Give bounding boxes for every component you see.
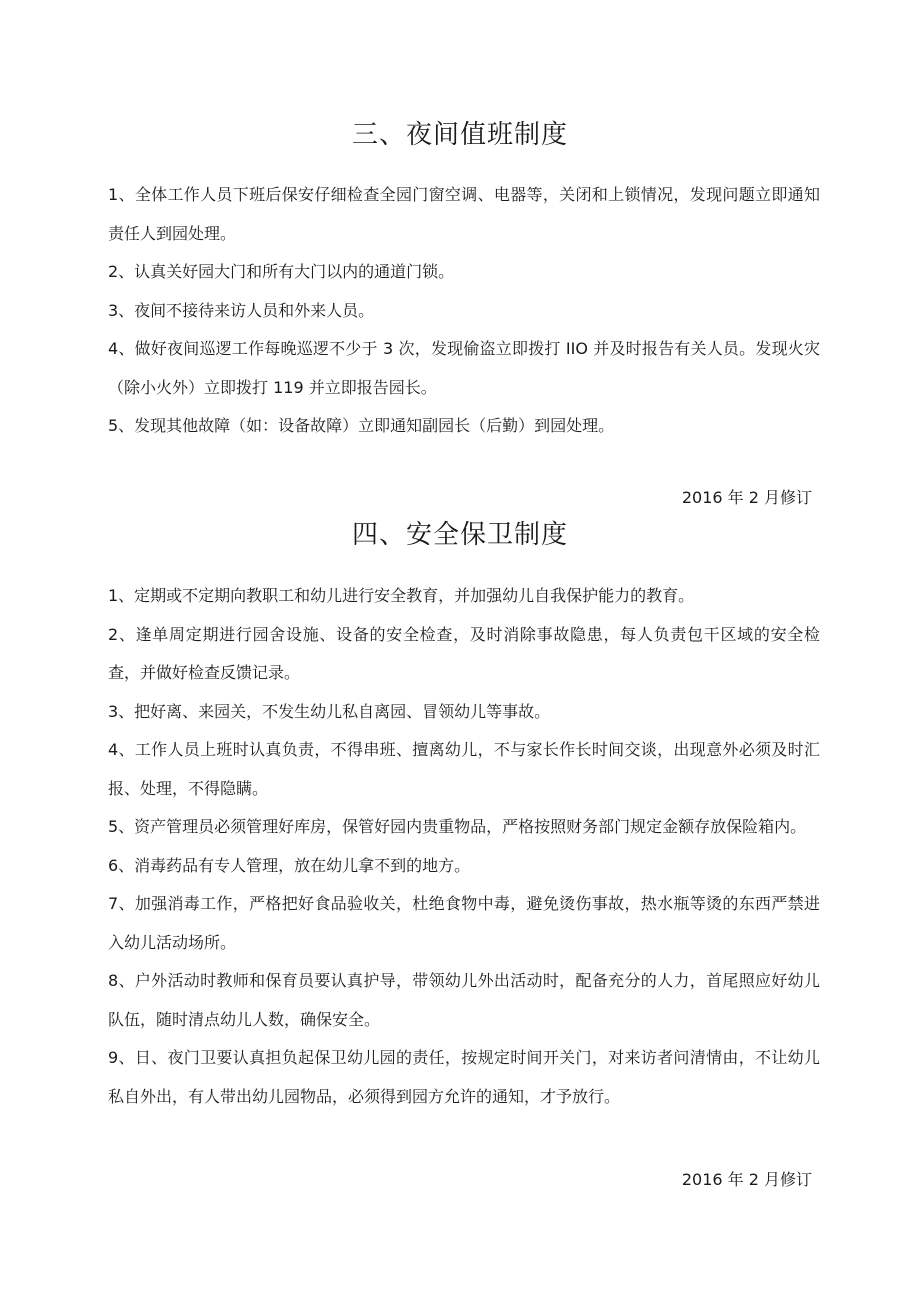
rule-item: 7、加强消毒工作，严格把好食品验收关，杜绝食物中毒，避免烫伤事故，热水瓶等烫的东西严禁进入幼儿活动场所。 (108, 894, 820, 952)
rule-item: 3、夜间不接待来访人员和外来人员。 (108, 300, 375, 320)
rule-item: 5、资产管理员必须管理好库房，保管好园内贵重物品，严格按照财务部门规定金额存放保险箱内。 (108, 817, 807, 836)
rule-item: 6、消毒药品有专人管理，放在幼儿拿不到的地方。 (108, 855, 471, 875)
section-title-security: 四、安全保卫制度 (351, 520, 568, 550)
rule-item: 1、定期或不定期向教职工和幼儿进行安全教育，并加强幼儿自我保护能力的教育。 (108, 586, 695, 605)
rule-item: 4、工作人员上班时认真负责，不得串班、擅离幼儿，不与家长作长时间交谈，出现意外必须及时汇报、处理，不得隐瞒。 (108, 740, 820, 798)
rule-item: 4、做好夜间巡逻工作每晚巡逻不少于 3 次，发现偷盗立即拨打 IIO 并及时报告有关人员。发现火灾（除小火外）立即拨打 119 并立即报告园长。 (108, 339, 820, 397)
rule-item: 8、户外活动时教师和保育员要认真护导，带领幼儿外出活动时，配备充分的人力，首尾照应好幼儿队伍，随时清点幼儿人数，确保安全。 (108, 971, 820, 1029)
rule-item: 5、发现其他故障（如：设备故障）立即通知副园长（后勤）到园处理。 (108, 416, 615, 435)
revision-date: 2016 年 2 月修订 (681, 488, 812, 507)
night-duty-rules-list (108, 176, 820, 446)
rule-item: 2、逢单周定期进行园舍设施、设备的安全检查，及时消除事故隐患，每人负责包干区域的安全检查，并做好检查反馈记录。 (108, 624, 820, 682)
revision-date: 2016 年 2 月修订 (681, 1170, 812, 1189)
rule-item: 3、把好离、来园关，不发生幼儿私自离园、冒领幼儿等事故。 (108, 701, 551, 721)
section-title-night-duty: 三、夜间值班制度 (351, 120, 568, 150)
rule-item: 9、日、夜门卫要认真担负起保卫幼儿园的责任，按规定时间开关门，对来访者问清情由，不让幼儿私自外出，有人带出幼儿园物品，必须得到园方允许的通知，才予放行。 (108, 1048, 820, 1106)
rule-item: 2、认真关好园大门和所有大门以内的通道门锁。 (108, 262, 455, 281)
rule-item: 1、全体工作人员下班后保安仔细检查全园门窗空调、电器等，关闭和上锁情况，发现问题立即通知责任人到园处理。 (108, 185, 820, 243)
security-rules-list (108, 577, 820, 1116)
